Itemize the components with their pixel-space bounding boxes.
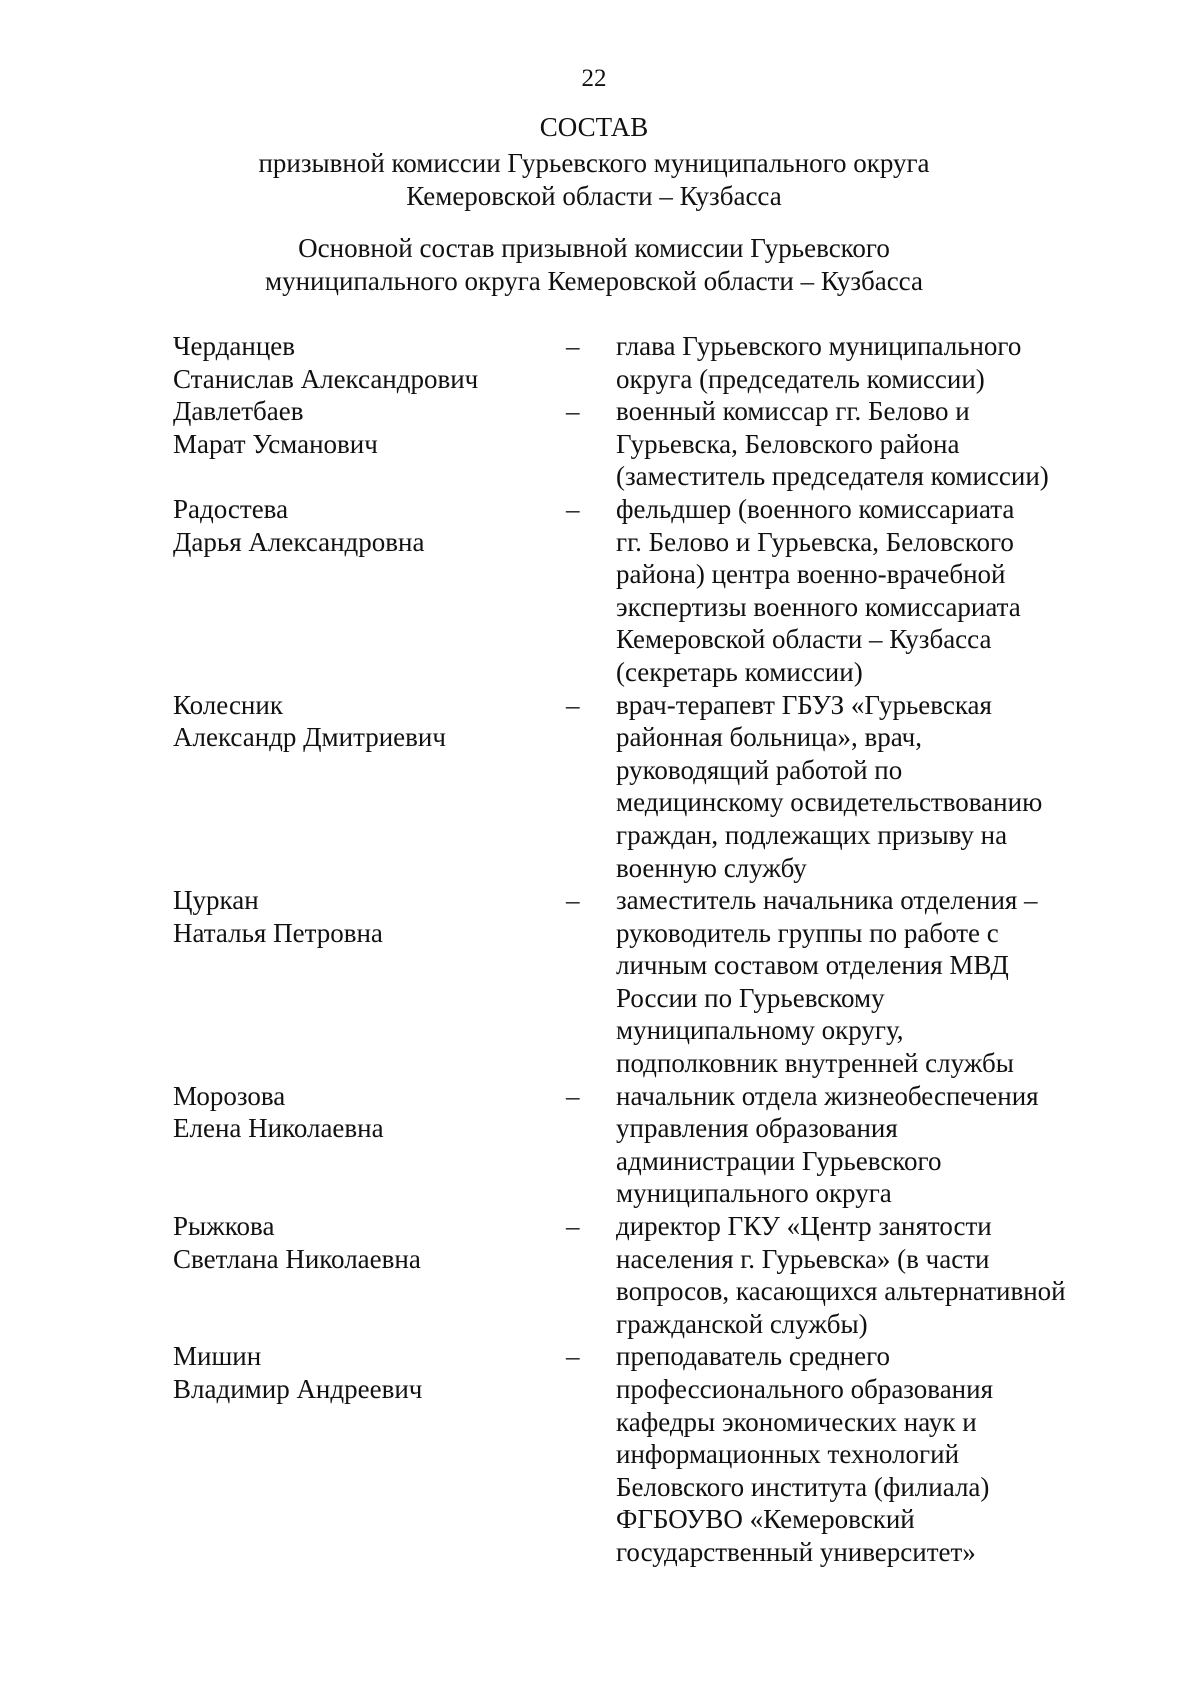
- member-role-line: экспертизы военного комиссариата: [616, 591, 1021, 622]
- member-role-line: населения г. Гурьевска» (в части: [616, 1243, 990, 1274]
- member-role: [616, 1210, 1123, 1340]
- member-row: [173, 884, 1123, 1080]
- member-role-line: администрации Гурьевского: [616, 1145, 942, 1176]
- member-role-line: муниципальному округу,: [616, 1015, 904, 1046]
- member-given-names: Светлана Николаевна: [173, 1243, 421, 1274]
- member-dash: –: [566, 1080, 580, 1111]
- section-heading-line: Основной состав призывной комиссии Гурьевского: [298, 233, 890, 263]
- member-role-line: Кемеровской области – Кузбасса: [616, 624, 992, 655]
- member-row: [173, 395, 1123, 493]
- member-name: [173, 1340, 566, 1568]
- member-role-line: начальник отдела жизнеобеспечения: [616, 1080, 1039, 1111]
- subtitle-line: призывной комиссии Гурьевского муниципального округа: [258, 148, 930, 178]
- member-role: [616, 1080, 1123, 1210]
- member-role-line: врач-терапевт ГБУЗ «Гурьевская: [616, 689, 992, 720]
- member-role-line: Беловского института (филиала): [616, 1471, 990, 1502]
- member-name: [173, 330, 566, 395]
- section-heading: [0, 232, 1188, 298]
- member-role: [616, 884, 1123, 1080]
- member-role-line: гг. Белово и Гурьевска, Беловского: [616, 526, 1014, 557]
- document-subtitle: [0, 147, 1188, 213]
- member-role-line: личным составом отделения МВД: [616, 950, 1009, 981]
- member-role-line: заместитель начальника отделения –: [616, 885, 1038, 916]
- member-role-line: управления образования: [616, 1113, 898, 1144]
- member-role-line: кафедры экономических наук и: [616, 1406, 977, 1437]
- member-dash: –: [566, 331, 580, 361]
- member-dash: –: [566, 396, 580, 427]
- member-name: [173, 689, 566, 885]
- member-role-line: округа (председатель комиссии): [616, 363, 985, 394]
- subtitle-line: Кемеровской области – Кузбасса: [406, 181, 782, 211]
- member-role-line: граждан, подлежащих призыву на: [616, 819, 1008, 850]
- member-role-line: директор ГКУ «Центр занятости: [616, 1211, 992, 1242]
- member-name: [173, 395, 566, 493]
- member-dash: –: [566, 1341, 580, 1372]
- member-role-line: муниципального округа: [616, 1178, 892, 1209]
- member-role-line: ФГБОУВО «Кемеровский: [616, 1504, 915, 1535]
- member-dash: –: [566, 689, 580, 720]
- member-role-line: медицинскому освидетельствованию: [616, 787, 1043, 818]
- member-role-line: (заместитель председателя комиссии): [616, 461, 1049, 492]
- member-role-line: государственный университет»: [616, 1536, 976, 1567]
- document-title: СОСТАВ: [539, 112, 649, 142]
- section-heading-line: муниципального округа Кемеровской области – Кузбасса: [265, 266, 923, 296]
- member-role: [616, 1340, 1123, 1568]
- member-surname: Морозова: [173, 1080, 286, 1111]
- member-dash: –: [566, 885, 580, 916]
- member-given-names: Наталья Петровна: [173, 917, 383, 948]
- member-surname: Радостева: [173, 493, 289, 524]
- member-row: [173, 1080, 1123, 1210]
- member-surname: Колесник: [173, 689, 283, 720]
- member-role-line: фельдшер (военного комиссариата: [616, 493, 1015, 524]
- member-role-line: района) центра военно-врачебной: [616, 559, 1006, 590]
- member-role-line: гражданской службы): [616, 1308, 868, 1339]
- member-surname: Мишин: [173, 1341, 262, 1372]
- member-role: [616, 330, 1123, 395]
- member-surname: Рыжкова: [173, 1211, 275, 1242]
- member-surname: Цуркан: [173, 885, 259, 916]
- member-role-line: преподаватель среднего: [616, 1341, 891, 1372]
- member-role-line: вопросов, касающихся альтернативной: [616, 1276, 1066, 1307]
- member-dash: –: [566, 493, 580, 524]
- member-row: [173, 689, 1123, 885]
- member-role: [616, 493, 1123, 689]
- member-given-names: Елена Николаевна: [173, 1113, 384, 1144]
- member-role-line: (секретарь комиссии): [616, 656, 863, 687]
- member-role-line: районная больница», врач,: [616, 722, 922, 753]
- member-role-line: руководитель группы по работе с: [616, 917, 999, 948]
- member-given-names: Станислав Александрович: [173, 363, 479, 394]
- member-surname: Черданцев: [173, 331, 296, 361]
- member-role: [616, 689, 1123, 885]
- member-surname: Давлетбаев: [173, 396, 304, 427]
- member-role-line: руководящий работой по: [616, 754, 903, 785]
- member-role-line: России по Гурьевскому: [616, 982, 885, 1013]
- member-given-names: Владимир Андреевич: [173, 1374, 423, 1404]
- member-name: [173, 884, 566, 1080]
- member-role-line: профессионального образования: [616, 1374, 993, 1404]
- member-role-line: Гурьевска, Беловского района: [616, 428, 960, 459]
- member-role: [616, 395, 1123, 493]
- member-given-names: Марат Усманович: [173, 428, 378, 459]
- member-row: [173, 1340, 1123, 1568]
- member-role-line: военную службу: [616, 852, 807, 883]
- member-given-names: Дарья Александровна: [173, 526, 425, 557]
- member-role-line: глава Гурьевского муниципального: [616, 331, 1022, 361]
- member-row: [173, 330, 1123, 395]
- members-list: [173, 330, 1123, 1569]
- member-name: [173, 1210, 566, 1340]
- page-number: 22: [581, 65, 607, 92]
- member-row: [173, 493, 1123, 689]
- member-name: [173, 1080, 566, 1210]
- member-name: [173, 493, 566, 689]
- member-role-line: подполковник внутренней службы: [616, 1048, 1014, 1079]
- member-role-line: информационных технологий: [616, 1439, 960, 1470]
- member-role-line: военный комиссар гг. Белово и: [616, 396, 970, 427]
- member-dash: –: [566, 1211, 580, 1242]
- member-row: [173, 1210, 1123, 1340]
- member-given-names: Александр Дмитриевич: [173, 722, 446, 753]
